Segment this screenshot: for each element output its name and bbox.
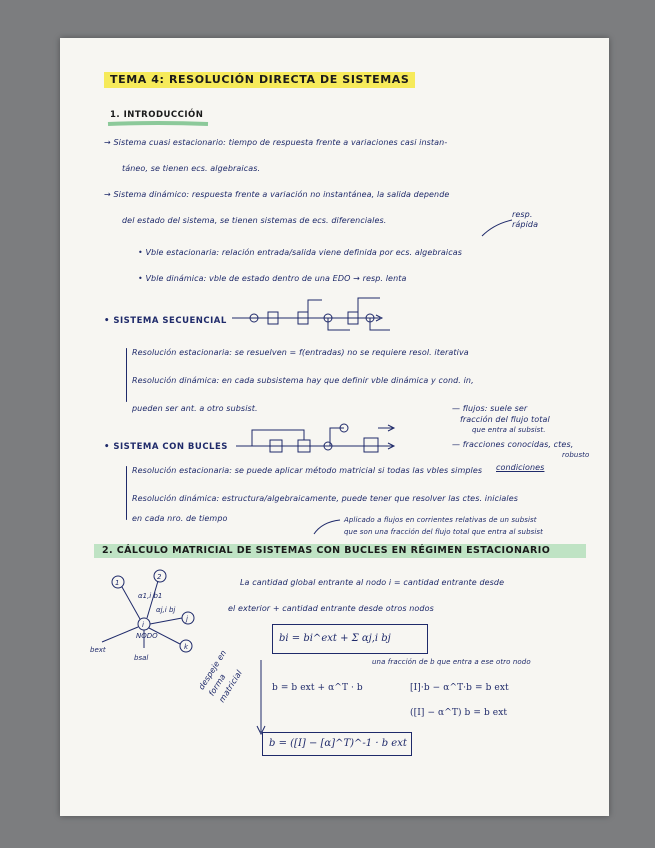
equation-vector: b = b ext + α^T · b (272, 683, 363, 693)
secuencial-line: Resolución dinámica: en cada subsistema hay que definir vble dinámica y cond. in, (132, 376, 474, 385)
heading-underline (108, 122, 208, 126)
bucles-line: Resolución dinámica: estructura/algebraicamente, puede tener que resolver las ctes. iniciales (132, 494, 519, 503)
section-2-line: el exterior + cantidad entrante desde otros nodos (228, 604, 434, 613)
bucles-note: fracción del flujo total (460, 415, 550, 424)
resp-rapida-note: resp. rápida (512, 210, 539, 229)
bucles-line: Resolución estacionaria: se puede aplicar método matricial si todas las vbles simples (132, 466, 483, 475)
intro-bullet: • Vble dinámica: vble de estado dentro de una EDO → resp. lenta (138, 274, 407, 283)
node-graph (90, 568, 230, 668)
edge-label: NODO (136, 632, 158, 640)
despeje-arrow (256, 658, 266, 738)
equation-node-balance: bi = bi^ext + Σ αj,i bj (272, 624, 428, 654)
bucles-brace (126, 466, 127, 520)
despeje-note: despeje en forma matricial (196, 648, 244, 705)
intro-line: → Sistema dinámico: respuesta frente a variación no instantánea, la salida depende (104, 190, 450, 199)
edge-label: bext (90, 646, 106, 654)
footnote-arrow (312, 518, 342, 536)
bucles-note: condiciones (496, 463, 545, 472)
loop-diagram (234, 410, 404, 462)
node-label: j (186, 615, 188, 623)
footnote-line: Aplicado a flujos en corrientes relativas de un subsist (344, 516, 537, 524)
section-2-heading: 2. CÁLCULO MATRICIAL DE SISTEMAS CON BUCLES EN RÉGIMEN ESTACIONARIO (94, 544, 586, 558)
equation-solution: b = ([I] − [α]^T)^-1 · b ext (262, 732, 412, 756)
footnote-line: que son una fracción del flujo total que entra al subsist (344, 528, 544, 536)
intro-bullet: • Vble estacionaria: relación entrada/salida viene definida por ecs. algebraicas (138, 248, 463, 257)
node-label: k (184, 643, 189, 651)
bucles-note: — fracciones conocidas, ctes, (452, 440, 574, 449)
edge-label: αj,i bj (156, 606, 176, 614)
section-1-heading: 1. INTRODUCCIÓN (110, 110, 204, 120)
node-label: 1 (115, 579, 120, 587)
secuencial-line: pueden ser ant. a otro subsist. (132, 404, 258, 413)
node-label: i (142, 621, 144, 629)
intro-line: táneo, se tienen ecs. algebraicas. (122, 164, 261, 173)
sistema-bucles-label: • SISTEMA CON BUCLES (104, 442, 228, 452)
edge-label: α1,i b1 (138, 592, 163, 600)
equation-note: una fracción de b que entra a ese otro nodo (372, 658, 531, 666)
node-label: 2 (157, 573, 162, 581)
bucles-note: que entra al subsist. (472, 426, 546, 434)
secuencial-line: Resolución estacionaria: se resuelven = f(entradas) no se requiere resol. iterativa (132, 348, 469, 357)
edge-label: bsal (134, 654, 149, 662)
bucles-note: — flujos: suele ser (452, 404, 528, 413)
section-2-line: La cantidad global entrante al nodo i = cantidad entrante desde (240, 578, 505, 587)
sequential-diagram (230, 296, 400, 336)
intro-line: del estado del sistema, se tienen sistemas de ecs. diferenciales. (122, 216, 387, 225)
notebook-page (60, 38, 609, 816)
equation-factored: ([I] − α^T) b = b ext (410, 708, 508, 718)
intro-line: → Sistema cuasi estacionario: tiempo de respuesta frente a variaciones casi instan- (104, 138, 448, 147)
bucles-note: robusto (562, 451, 590, 459)
note-arrow (480, 218, 516, 238)
bucles-line: en cada nro. de tiempo (132, 514, 228, 523)
sistema-secuencial-label: • SISTEMA SECUENCIAL (104, 316, 227, 326)
secuencial-brace (126, 348, 127, 402)
equation-identity: [I]·b − α^T·b = b ext (410, 683, 509, 693)
page-title: TEMA 4: RESOLUCIÓN DIRECTA DE SISTEMAS (104, 72, 415, 88)
